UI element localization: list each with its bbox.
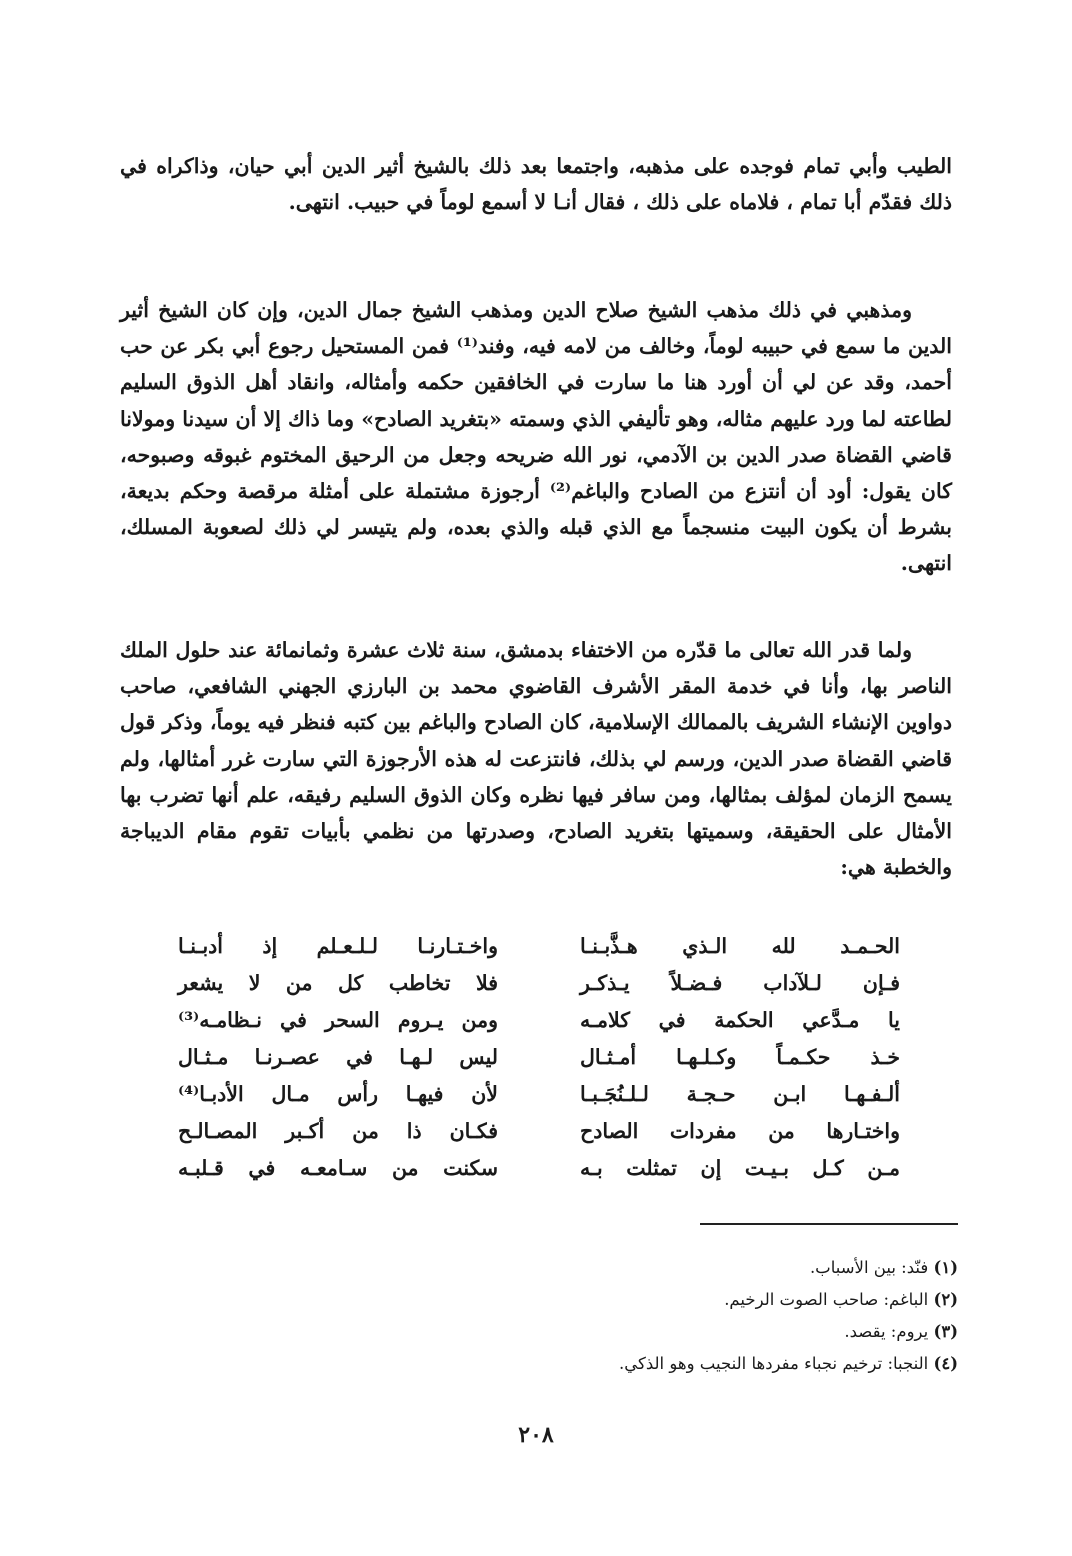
verse-second-hemistich: ومن يـروم السحر في نـظامـه⁽³⁾ (178, 1008, 498, 1032)
verse-second-hemistich: لأن فيهـا رأس مـال الأدبـا⁽⁴⁾ (178, 1082, 498, 1106)
verse-second-hemistich: فكـان ذا من أكـبر المصـالـح (178, 1119, 498, 1143)
footnote-text: يروم: يقصد. (844, 1322, 929, 1341)
verse-second-hemistich: ليس لـهـا في عصـرنـا مـثـال (178, 1045, 498, 1069)
footnote-text: النجبا: ترخيم نجباء مفردها النجيب وهو الذكي. (619, 1354, 929, 1373)
footnote (120, 1252, 958, 1284)
verse-first-hemistich: فـإن لـلآداب فـضـلاً يـذكـر (580, 971, 900, 995)
footnote (120, 1284, 958, 1316)
poem-verse (150, 965, 920, 1002)
verse-second-hemistich: واخـتـارنـا لـلـعـلم إذ أدبـنـا (178, 934, 498, 958)
poem-verse (150, 928, 920, 965)
verse-second-hemistich: سكنت من سـامعـه في قـلبـه (178, 1156, 498, 1180)
verse-first-hemistich: الحـمـد لله الـذي هـذَّبـنـا (580, 934, 900, 958)
footnote-number: (١) (933, 1258, 958, 1277)
page-number: ٢٠٨ (518, 1422, 554, 1448)
footnote-text: فنّد: بين الأسباب. (809, 1258, 929, 1277)
paragraph-2: ومذهبي في ذلك مذهب الشيخ صلاح الدين ومذهب الشيخ جمال الدين، وإن كان الشيخ أثير الدين ما سمع في حبيبه لوماً، وخالف من لامه فيه، وفند⁽¹⁾ فمن المستحيل رجوع أبي بكر عن حب أحمد، وقد عن لي أن أورد هنا ما سارت في الخافقين حكمه وأمثاله، وانقاد أهل الذوق السليم لطاعته لما ورد عليهم مثاله، وهو تأليفي الذي وسمته «بتغريد الصادح» وما ذاك إلا أن سيدنا ومولانا قاضي القضاة صدر الدين بن الآدمي، نور الله ضريحه وجعل من الرحيق المختوم غبوقه وصبوحه، كان يقول: أود أن أنتزع من الصادح والباغم⁽²⁾ أرجوزة مشتملة على أمثلة مرقصة وحكم بديعة، بشرط أن يكون البيت منسجماً مع الذي قبله والذي بعده، ولم يتيسر لي ذلك لصعوبة المسلك، انتهى. (120, 298, 952, 576)
footnote-number: (٣) (933, 1322, 958, 1341)
verse-first-hemistich: ألـفـهـا ابـن حـجـة لـلـنُجَـبـا (580, 1082, 900, 1106)
footnote-divider (700, 1223, 958, 1225)
verse-first-hemistich: مـن كـل بـيـت إن تمثلت بـه (580, 1156, 900, 1180)
poem-verse (150, 1113, 920, 1150)
poem (150, 928, 920, 1187)
footnote-text: الباغم: صاحب الصوت الرخيم. (724, 1290, 929, 1309)
footnotes (120, 1252, 958, 1380)
poem-verse (150, 1002, 920, 1039)
verse-first-hemistich: خـذ حكـمـاً وكـلـهـا أمـثـال (580, 1045, 900, 1069)
footnote-number: (٢) (933, 1290, 958, 1309)
verse-first-hemistich: يا مـدَّعي الحكمة في كلامـه (580, 1008, 900, 1032)
verse-second-hemistich: فلا تخاطب كل من لا يشعر (178, 971, 498, 995)
footnote-number: (٤) (933, 1354, 958, 1373)
poem-verse (150, 1039, 920, 1076)
poem-verse (150, 1076, 920, 1113)
poem-verse (150, 1150, 920, 1187)
footnote (120, 1348, 958, 1380)
verse-first-hemistich: واختـارها من مفردات الصادح (580, 1119, 900, 1143)
paragraph-1: الطيب وأبي تمام فوجده على مذهبه، واجتمعا بعد ذلك بالشيخ أثير الدين أبي حيان، وذاكراه في ذلك فقدّم أبا تمام ، فلاماه على ذلك ، فقال أنـا لا أسمع لوماً في حبيب. انتهى. (120, 154, 952, 215)
footnote (120, 1316, 958, 1348)
paragraph-3: ولما قدر الله تعالى ما قدّره من الاختفاء بدمشق، سنة ثلاث عشرة وثمانمائة عند حلول الملك الناصر بها، وأنا في خدمة المقر الأشرف القاضوي محمد بن البارزي الجهني الشافعي، صاحب دواوين الإنشاء الشريف بالممالك الإسلامية، كان الصادح والباغم بين كتبه فنظر فيه يوماً، وذكر قول قاضي القضاة صدر الدين، ورسم لي بذلك، فانتزعت له هذه الأرجوزة التي سارت غرر أمثالها، ولم يسمح الزمان لمؤلف بمثالها، ومن سافر فيها نظره وكان الذوق السليم رفيقه، علم أنها تضرب بها الأمثال على الحقيقة، وسميتها بتغريد الصادح، وصدرتها من نظمي بأبيات تقوم مقام الديباجة والخطبة هي: (120, 638, 952, 880)
